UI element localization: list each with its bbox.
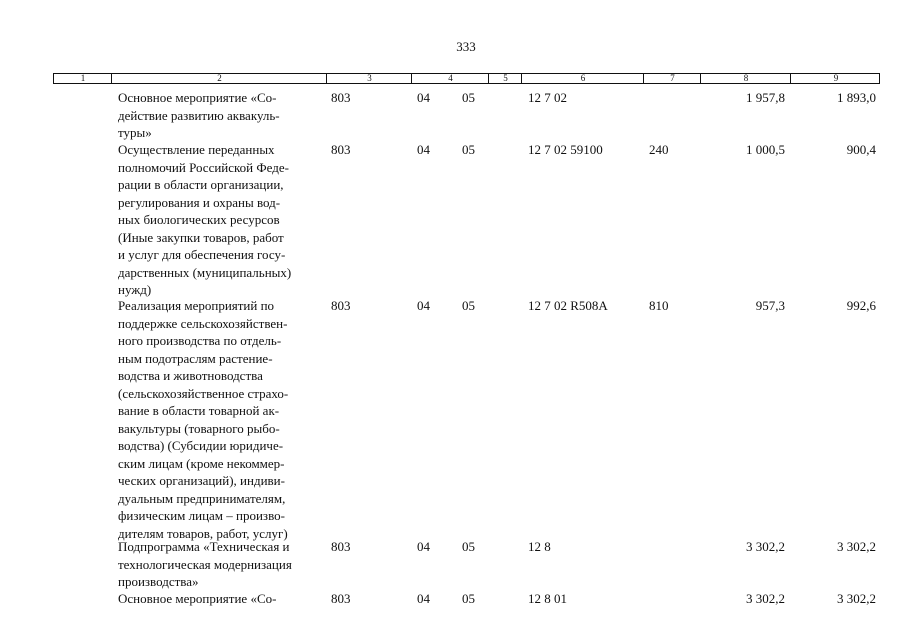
target-code: 12 7 02 R508A <box>528 298 608 313</box>
column-header-4: 4 <box>411 74 489 83</box>
amount-col-9: 1 893,0 <box>837 90 876 105</box>
target-code: 12 7 02 59100 <box>528 142 603 157</box>
column-header-3: 3 <box>326 74 412 83</box>
expense-type: 240 <box>649 142 669 157</box>
item-name-line: ного производства по отдель- <box>118 333 282 348</box>
amount-col-9: 992,6 <box>846 298 876 313</box>
item-name-line: полномочий Российской Феде- <box>118 159 289 175</box>
item-name-line: ных биологических ресурсов <box>118 212 280 227</box>
item-name-line: нужд) <box>118 282 152 297</box>
table-header <box>53 73 880 84</box>
subsection-code: 05 <box>462 539 475 554</box>
item-name-line: (сельскохозяйственное страхо- <box>118 385 289 401</box>
subsection-code: 05 <box>462 142 475 157</box>
item-name-line: действие развитию аквакуль- <box>118 107 280 123</box>
target-code: 12 7 02 <box>528 90 567 105</box>
ministry-code: 803 <box>331 539 351 554</box>
expense-type: 810 <box>649 298 669 313</box>
section-code: 04 <box>417 591 430 606</box>
column-header-8: 8 <box>700 74 791 83</box>
item-name-line: туры» <box>118 125 152 140</box>
amount-col-9: 3 302,2 <box>837 591 876 606</box>
item-name-line: (Иные закупки товаров, работ <box>118 229 284 245</box>
item-name-line: водства и животноводства <box>118 368 263 383</box>
ministry-code: 803 <box>331 90 351 105</box>
column-header-1: 1 <box>80 73 86 83</box>
column-header-6: 6 <box>521 74 644 83</box>
column-header-5: 5 <box>488 74 522 83</box>
section-code: 04 <box>417 142 430 157</box>
item-name-line: вание в области товарной ак- <box>118 403 280 418</box>
section-code: 04 <box>417 298 430 313</box>
item-name-line: регулирования и охраны вод- <box>118 194 281 210</box>
column-header-2: 2 <box>111 74 327 83</box>
item-name-line: Осуществление переданных <box>118 142 275 157</box>
item-name-line: и услуг для обеспечения госу- <box>118 247 286 262</box>
amount-col-8: 3 302,2 <box>746 539 785 554</box>
item-name-line: Основное мероприятие «Со- <box>118 90 277 105</box>
amount-col-8: 1 000,5 <box>746 142 785 157</box>
item-name-line: физическим лицам – произво- <box>118 508 285 523</box>
item-name-line: поддержке сельскохозяйствен- <box>118 315 288 331</box>
ministry-code: 803 <box>331 298 351 313</box>
item-name-line: вакультуры (товарного рыбо- <box>118 420 280 436</box>
amount-col-9: 900,4 <box>846 142 876 157</box>
item-name-line: дуальным предпринимателям, <box>118 490 286 506</box>
amount-col-9: 3 302,2 <box>837 539 876 554</box>
column-header-7: 7 <box>643 74 701 83</box>
item-name-line: Реализация мероприятий по <box>118 298 275 313</box>
section-code: 04 <box>417 90 430 105</box>
item-name-line: водства) (Субсидии юридиче- <box>118 438 284 453</box>
item-name-line: дарственных (муниципальных) <box>118 264 292 280</box>
item-name-line: технологическая модернизация <box>118 556 292 572</box>
ministry-code: 803 <box>331 591 351 606</box>
target-code: 12 8 01 <box>528 591 567 606</box>
amount-col-8: 957,3 <box>755 298 785 313</box>
amount-col-8: 3 302,2 <box>746 591 785 606</box>
item-name-line: ным подотраслям растение- <box>118 350 273 366</box>
target-code: 12 8 <box>528 539 551 554</box>
subsection-code: 05 <box>462 591 475 606</box>
item-name-line: ческих организаций), индиви- <box>118 473 285 488</box>
page-number: 333 <box>456 39 476 54</box>
subsection-code: 05 <box>462 298 475 313</box>
ministry-code: 803 <box>331 142 351 157</box>
column-header-9: 9 <box>790 74 881 83</box>
item-name-line: производства» <box>118 574 199 589</box>
amount-col-8: 1 957,8 <box>746 90 785 105</box>
item-name-line: дителям товаров, работ, услуг) <box>118 525 288 541</box>
item-name-line: Основное мероприятие «Со- <box>118 591 277 606</box>
item-name-line: ским лицам (кроме некоммер- <box>118 455 285 471</box>
item-name-line: рации в области организации, <box>118 177 284 192</box>
item-name-line: Подпрограмма «Техническая и <box>118 539 290 554</box>
subsection-code: 05 <box>462 90 475 105</box>
section-code: 04 <box>417 539 430 554</box>
